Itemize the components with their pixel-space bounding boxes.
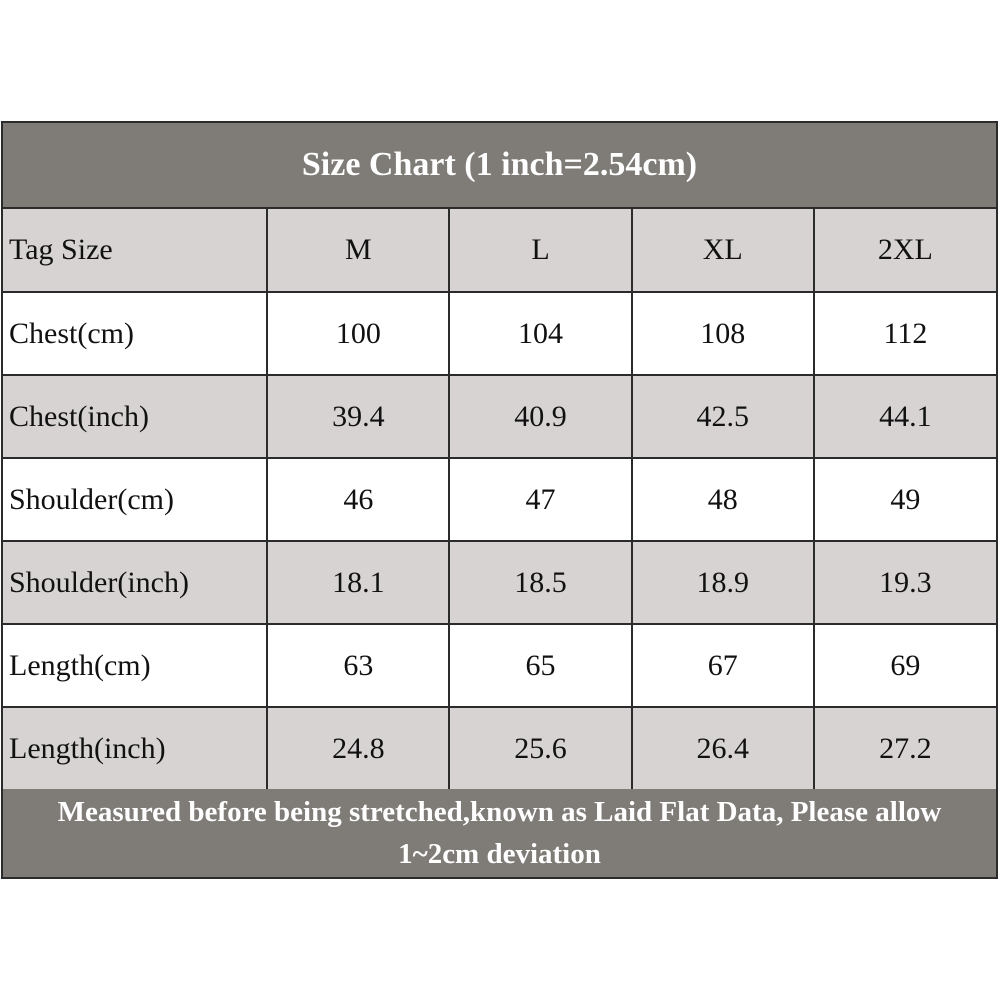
table-cell: 39.4 (267, 375, 449, 458)
table-cell: 19.3 (814, 541, 996, 624)
row-label: Shoulder(inch) (3, 541, 267, 624)
table-cell: 49 (814, 458, 996, 541)
size-chart (1, 121, 998, 879)
table-cell: 65 (449, 624, 631, 707)
table-cell: 104 (449, 292, 631, 375)
table-cell: 40.9 (449, 375, 631, 458)
table-row (3, 458, 996, 541)
size-header-m: M (267, 209, 449, 292)
table-row (3, 541, 996, 624)
header-row (3, 209, 996, 292)
table-cell: 48 (632, 458, 814, 541)
table-row (3, 292, 996, 375)
table-cell: 18.9 (632, 541, 814, 624)
table-cell: 108 (632, 292, 814, 375)
chart-title: Size Chart (1 inch=2.54cm) (3, 123, 996, 209)
table-cell: 25.6 (449, 707, 631, 790)
size-header-xl: XL (632, 209, 814, 292)
table-cell: 42.5 (632, 375, 814, 458)
table-row (3, 624, 996, 707)
table-cell: 100 (267, 292, 449, 375)
table-cell: 46 (267, 458, 449, 541)
table-row (3, 707, 996, 790)
table-cell: 69 (814, 624, 996, 707)
row-label: Chest(cm) (3, 292, 267, 375)
size-table (3, 209, 996, 791)
table-cell: 27.2 (814, 707, 996, 790)
table-cell: 67 (632, 624, 814, 707)
footer-note: Measured before being stretched,known as Laid Flat Data, Please allow 1~2cm deviation (3, 789, 996, 877)
size-header-2xl: 2XL (814, 209, 996, 292)
row-label: Length(inch) (3, 707, 267, 790)
table-cell: 18.5 (449, 541, 631, 624)
table-cell: 63 (267, 624, 449, 707)
row-label: Length(cm) (3, 624, 267, 707)
table-cell: 18.1 (267, 541, 449, 624)
row-label: Shoulder(cm) (3, 458, 267, 541)
size-header-l: L (449, 209, 631, 292)
header-label: Tag Size (3, 209, 267, 292)
table-cell: 24.8 (267, 707, 449, 790)
table-cell: 26.4 (632, 707, 814, 790)
table-cell: 112 (814, 292, 996, 375)
row-label: Chest(inch) (3, 375, 267, 458)
table-row (3, 375, 996, 458)
table-cell: 47 (449, 458, 631, 541)
table-cell: 44.1 (814, 375, 996, 458)
